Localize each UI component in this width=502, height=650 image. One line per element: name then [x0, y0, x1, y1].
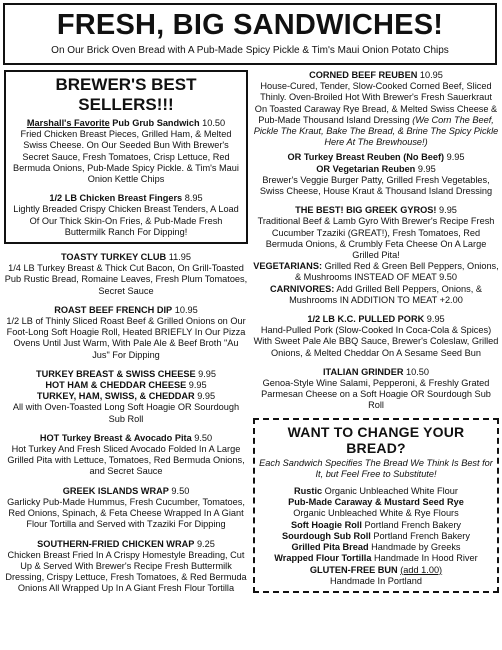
item-name: TURKEY, HAM, SWISS, & CHEDDAR	[36, 391, 195, 402]
menu-item-french-dip	[4, 305, 248, 361]
item-name: OR Vegetarian Reuben	[316, 163, 416, 174]
item-name: 1/2 LB K.C. PULLED PORK	[307, 314, 425, 325]
item-name: TURKEY BREAST & SWISS CHEESE	[35, 368, 196, 379]
item-name: Pub Grub Sandwich	[109, 118, 200, 128]
item-desc: House-Cured, Tender, Slow-Cooked Corned Beef, Sliced Thinly. Oven-Broiled Hot With Brewer's Fresh Sauerkraut On Toasted Caraway Rye Bread, & Melted Swiss Cheese & Pub-Made Thousand Island Dressing	[254, 81, 498, 125]
item-desc: Genoa-Style Wine Salami, Pepperoni, & Freshly Grated Parmesan Cheese on a Soft Hoagie OR Sourdough Sub Roll	[261, 378, 491, 411]
menu-item-hoagie-group	[4, 369, 248, 425]
item-desc: Chicken Breast Fried In A Crispy Homestyle Breading, Cut Up & Served With Brewer's Recipe Fresh Buttermilk Dressing, Crispy Lettuce, Fresh Tomatoes, & Red Bermuda Onions All Wrapped Up In A Giant Fresh Flour Tortilla	[5, 549, 247, 594]
item-price: 9.95	[424, 314, 445, 325]
item-price: 10.95	[172, 304, 198, 315]
bread-option: Grilled Pita Bread Handmade by Greeks	[291, 542, 461, 553]
menu-item-pulled-pork	[253, 314, 499, 359]
item-desc: 1/4 LB Turkey Breast & Thick Cut Bacon, On Grill-Toasted Pub Rustic Bread, Romaine Leaves, Fresh Plum Tomatoes, Secret Sauce	[4, 263, 248, 296]
item-price: 9.95	[186, 380, 207, 391]
item-name: ITALIAN GRINDER	[322, 366, 404, 377]
bread-box-title: WANT TO CHANGE YOUR BREAD?	[287, 423, 465, 456]
item-desc: Hand-Pulled Pork (Slow-Cooked In Coca-Cola & Spices) With Sweet Pale Ale BBQ Sauce, Brewer's Coleslaw, Grilled Onions, & Melted Cheddar On A Sesame Seed Bun	[253, 325, 499, 358]
menu-item-turkey-club	[4, 252, 248, 297]
item-price: 8.95	[182, 193, 203, 204]
menu-item-gyros	[253, 205, 499, 306]
item-note: (We Corn The Beef, Pickle The Kraut, Bake The Bread, & Brine The Spicy Pickle Here At The Brewhouse!)	[253, 114, 499, 148]
bread-box-intro: Each Sandwich Specifies The Bread We Think Is Best for It, but Feel Free to Substitute!	[259, 457, 493, 479]
menu-header	[3, 3, 497, 65]
item-desc: Traditional Beef & Lamb Gyro With Brewer's Recipe Fresh Cucumber Tzaziki (GREAT!), Fresh Tomatoes, Red Bermuda Onions, & Crumbly Feta Cheese On A Large Grilled Pita!	[257, 216, 495, 261]
item-desc: Garlicky Pub-Made Hummus, Fresh Cucumber, Tomatoes, Red Onions, Spinach, & Feta Cheese Wrapped In A Giant Flour Tortilla and Served with Tzaziki For Dipping	[7, 496, 245, 530]
item-price: 9.50	[168, 485, 190, 496]
left-column	[4, 70, 248, 603]
item-option-label: VEGETARIANS:	[253, 261, 323, 272]
bread-option: Wrapped Flour Tortilla Handmade In Hood River	[274, 553, 478, 564]
item-price: 11.95	[166, 252, 192, 263]
item-name: SOUTHERN-FRIED CHICKEN WRAP	[37, 538, 195, 549]
page-title: FRESH, BIG SANDWICHES!	[56, 9, 444, 41]
item-desc: Brewer's Veggie Burger Patty, Grilled Fresh Vegetables, Swiss Cheese, House Kraut & Thousand Island Dressing	[259, 174, 493, 197]
bread-option: Pub-Made Caraway & Mustard Seed Rye	[288, 496, 464, 507]
item-label: Marshall's Favorite	[26, 118, 110, 128]
item-price: 9.50	[191, 432, 213, 443]
item-price: 10.95	[417, 70, 443, 80]
bread-option-gluten-free-desc: Handmade In Portland	[330, 576, 422, 587]
item-option-label: CARNIVORES:	[270, 283, 335, 294]
bread-option-gluten-free: GLUTEN-FREE BUN (add 1.00)	[309, 564, 443, 575]
item-desc: Hot Turkey And Fresh Sliced Avocado Folded In A Large Grilled Pita with Lettuce, Tomatoes, Red Bermuda Onions, and Secret Sauce	[7, 444, 245, 477]
menu-item-chicken-fingers	[10, 193, 242, 238]
best-sellers-title: BREWER'S BEST SELLERS!!!	[55, 75, 197, 114]
item-name: THE BEST! BIG GREEK GYROS!	[295, 205, 437, 216]
item-name: GREEK ISLANDS WRAP	[62, 485, 169, 496]
item-price: 9.95	[415, 163, 436, 174]
item-desc: 1/2 LB of Thinly Sliced Roast Beef & Grilled Onions on Our Foot-Long Soft Hoagie Roll, Heated BRIEFLY In Our Pizza Ovens Until Just Warm, With Pale Ale & Beef Broth "Au Jus" For Dipping	[6, 316, 246, 360]
item-price: 10.50	[403, 366, 430, 377]
menu-item-greek-wrap	[4, 486, 248, 531]
bread-option: Soft Hoagie Roll Portland French Bakery	[290, 519, 462, 530]
item-name: 1/2 LB Chicken Breast Fingers	[49, 193, 183, 204]
item-name: TOASTY TURKEY CLUB	[60, 252, 167, 263]
item-name: OR Turkey Breast Reuben (No Beef)	[287, 152, 445, 163]
item-price: 9.95	[194, 391, 216, 402]
menu-item-reuben	[253, 70, 499, 148]
item-name: CORNED BEEF REUBEN	[309, 70, 418, 80]
item-desc: All with Oven-Toasted Long Soft Hoagie OR Sourdough Sub Roll	[12, 402, 240, 424]
item-option-desc: Grilled Red & Green Bell Peppers, Onions, & Mushrooms INSTEAD OF MEAT 9.50	[294, 261, 499, 283]
bread-options-box	[253, 418, 499, 594]
best-sellers-box	[4, 70, 248, 244]
bread-option: Sourdough Sub Roll Portland French Bakery	[282, 530, 470, 541]
right-column	[253, 70, 499, 593]
menu-item-avocado-pita	[4, 433, 248, 478]
item-option-desc: Add Grilled Bell Peppers, Onions, & Mushrooms IN ADDITION TO MEAT +2.00	[289, 283, 482, 305]
item-price: 10.50	[199, 118, 226, 128]
item-price: 9.95	[436, 205, 457, 216]
item-desc: Fried Chicken Breast Pieces, Grilled Ham, & Melted Swiss Cheese. On Our Seeded Bun With Brewer's Secret Sauce, Fresh Tomatoes, Crisp Lettuce, Red Bermuda Onions, Pub-Made Spicy Pickle. & Tim's Maui Onion Kettle Chips	[13, 129, 239, 185]
item-price: 9.25	[194, 538, 215, 549]
menu-item-chicken-wrap	[4, 539, 248, 595]
page-subtitle: On Our Brick Oven Bread with A Pub-Made Spicy Pickle & Tim's Maui Onion Potato Chips	[51, 45, 449, 56]
item-price: 9.95	[195, 368, 217, 379]
menu-item-pub-grub	[10, 118, 242, 185]
item-name: ROAST BEEF FRENCH DIP	[54, 304, 173, 315]
item-desc: Lightly Breaded Crispy Chicken Breast Tenders, A Load Of Our Thick Skin-On Fries, & Pub-Made Fresh Buttermilk Ranch For Dipping!	[13, 204, 239, 237]
item-name: HOT Turkey Breast & Avocado Pita	[39, 432, 192, 443]
bread-option: Organic Unbleached White & Rye Flours	[293, 508, 459, 519]
item-price: 9.95	[444, 152, 465, 163]
item-name: HOT HAM & CHEDDAR CHEESE	[45, 380, 187, 391]
menu-item-italian-grinder	[253, 367, 499, 412]
menu-item-alt-reubens	[253, 152, 499, 197]
bread-option: Rustic Organic Unbleached White Flour	[294, 485, 458, 496]
